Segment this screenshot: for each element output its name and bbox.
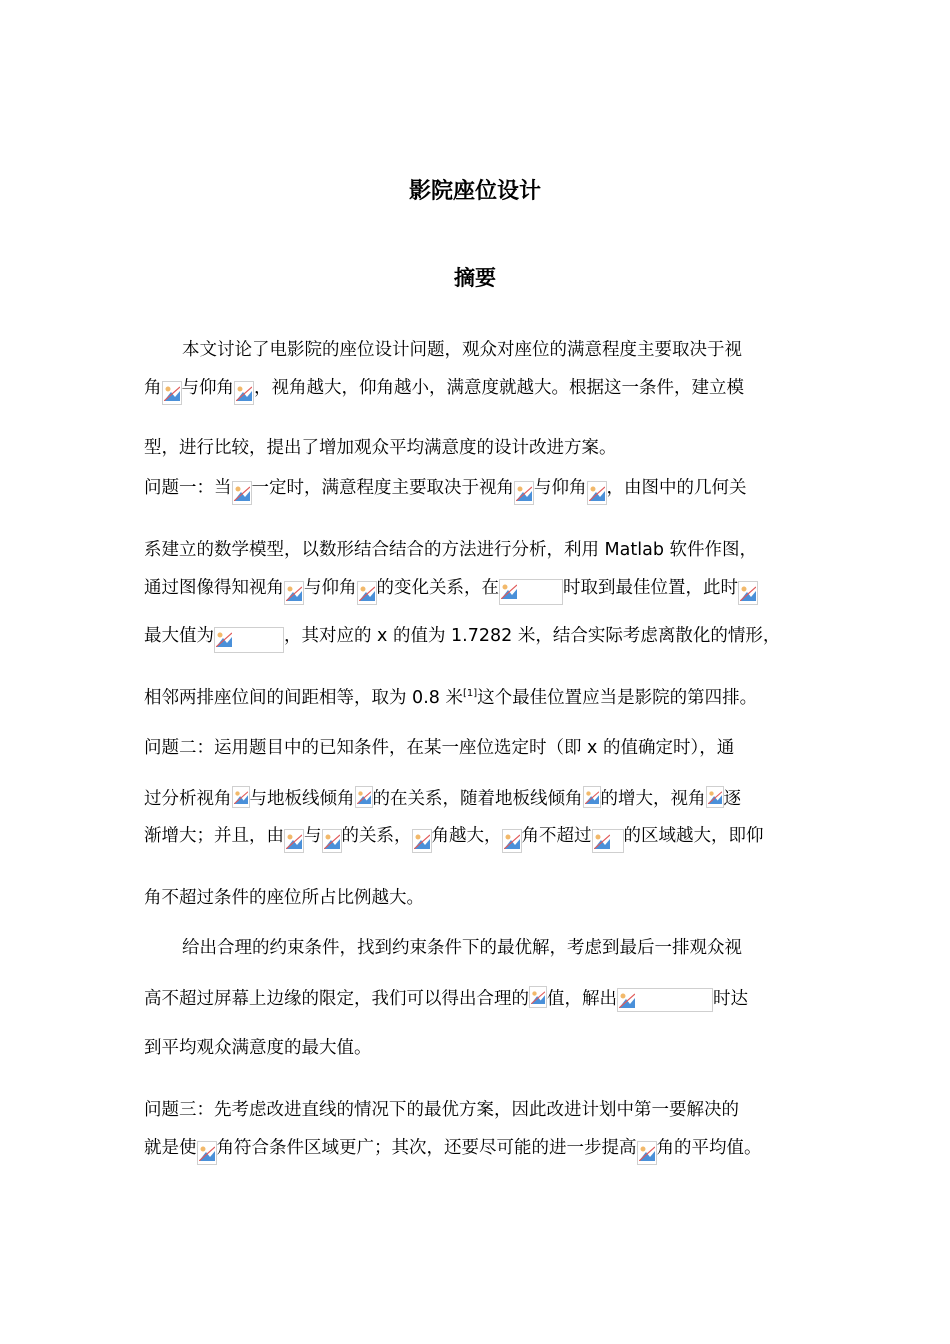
- broken-image-icon: [197, 1141, 217, 1165]
- broken-image-icon: [284, 581, 304, 605]
- broken-image-icon: [232, 786, 250, 808]
- broken-image-icon: [499, 579, 563, 605]
- p3-line2: 过分析视角 与地板线倾角 的在关系，随着地板线倾角 的增大，视角 逐: [144, 786, 741, 811]
- broken-image-icon: [232, 481, 252, 505]
- broken-image-icon: [592, 829, 624, 853]
- broken-image-icon: [502, 829, 522, 853]
- p4-line1: 给出合理的约束条件，找到约束条件下的最优解，考虑到最后一排观众视: [182, 938, 742, 958]
- p2-line4: 最大值为 ，其对应的 x 的值为 1.7282 米，结合实际考虑离散化的情形，: [144, 624, 780, 653]
- broken-image-icon: [514, 481, 534, 505]
- broken-image-icon: [355, 786, 373, 808]
- p4-line2: 高不超过屏幕上边缘的限定，我们可以得出合理的 值，解出 时达: [144, 986, 748, 1012]
- broken-image-icon: [587, 481, 607, 505]
- p1-line1: 本文讨论了电影院的座位设计问题，观众对座位的满意程度主要取决于视: [182, 340, 742, 360]
- broken-image-icon: [617, 988, 713, 1012]
- broken-image-icon: [583, 786, 601, 808]
- p2-line5: 相邻两排座位间的间距相等，取为 0.8 米[1]这个最佳位置应当是影院的第四排。: [144, 688, 758, 708]
- broken-image-icon: [637, 1141, 657, 1165]
- abstract-heading: 摘要: [454, 266, 496, 290]
- p2-line2: 系建立的数学模型，以数形结合结合的方法进行分析，利用 Matlab 软件作图，: [144, 540, 758, 560]
- broken-image-icon: [284, 829, 304, 853]
- p1-line3: 型，进行比较，提出了增加观众平均满意度的设计改进方案。: [144, 438, 617, 458]
- p3-line3: 渐增大；并且，由 与 的关系， 角越大， 角不超过 的区域越大，即仰: [144, 824, 764, 853]
- broken-image-icon: [412, 829, 432, 853]
- p1-line2: 角 与仰角 ，视角越大，仰角越小，满意度就越大。根据这一条件，建立模: [144, 376, 744, 405]
- p3-line1: 问题二：运用题目中的已知条件，在某一座位选定时（即 x 的值确定时），通: [144, 738, 735, 758]
- broken-image-icon: [357, 581, 377, 605]
- document-title: 影院座位设计: [408, 179, 541, 204]
- citation-ref: [1]: [462, 688, 478, 700]
- p2-line1: 问题一：当 一定时，满意程度主要取决于视角 与仰角 ，由图中的几何关: [144, 476, 747, 505]
- p2-line3: 通过图像得知视角 与仰角 的变化关系，在 时取到最佳位置，此时: [144, 576, 758, 605]
- p5-line2: 就是使 角符合条件区域更广；其次，还要尽可能的进一步提高 角的平均值。: [144, 1136, 762, 1165]
- broken-image-icon: [234, 381, 254, 405]
- p5-line1: 问题三：先考虑改进直线的情况下的最优方案，因此改进计划中第一要解决的: [144, 1100, 739, 1120]
- p3-line4: 角不超过条件的座位所占比例越大。: [144, 888, 424, 908]
- broken-image-icon: [322, 829, 342, 853]
- broken-image-icon: [162, 381, 182, 405]
- p4-line3: 到平均观众满意度的最大值。: [144, 1038, 372, 1058]
- broken-image-icon: [214, 627, 284, 653]
- broken-image-icon: [529, 986, 547, 1008]
- broken-image-icon: [706, 786, 724, 808]
- broken-image-icon: [738, 581, 758, 605]
